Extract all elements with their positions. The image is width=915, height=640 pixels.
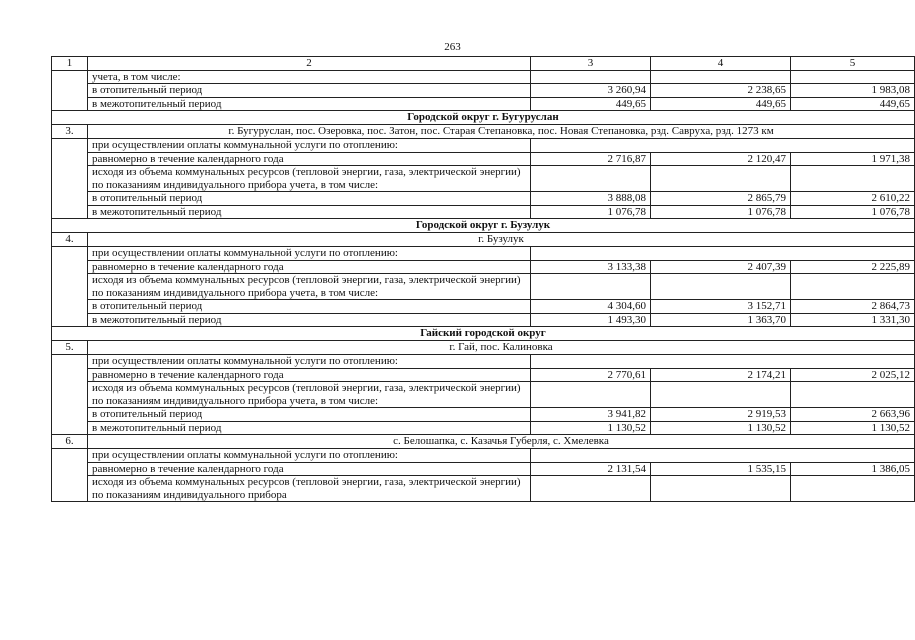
row-label: при осуществлении оплаты коммунальной услуги по отоплению:: [88, 247, 531, 261]
column-number: 3: [531, 57, 651, 71]
value-cell: 449,65: [791, 97, 915, 111]
row-label: исходя из объема коммунальных ресурсов (тепловой энергии, газа, электрической энергии) по показаниям индивидуального прибора учета, в том числе:: [88, 382, 531, 408]
value-cell: 1 363,70: [651, 313, 791, 327]
column-number: 4: [651, 57, 791, 71]
row-label-tail: [531, 139, 915, 153]
index-cell-blank: [52, 449, 88, 502]
section-heading-row: [52, 219, 915, 233]
row-label: в межотопительный период: [88, 421, 531, 435]
table-row: [52, 300, 915, 314]
value-cell: [651, 476, 791, 502]
table-row: [52, 247, 915, 261]
value-cell: [531, 70, 651, 84]
row-label-tail: [531, 449, 915, 463]
value-cell: 1 983,08: [791, 84, 915, 98]
value-cell: 1 386,05: [791, 462, 915, 476]
row-label-tail: [531, 355, 915, 369]
value-cell: 2 865,79: [651, 192, 791, 206]
value-cell: 1 076,78: [791, 205, 915, 219]
table-row: [52, 166, 915, 192]
table-row: [52, 313, 915, 327]
value-cell: 1 130,52: [531, 421, 651, 435]
row-label: исходя из объема коммунальных ресурсов (тепловой энергии, газа, электрической энергии) по показаниям индивидуального прибора: [88, 476, 531, 502]
column-number: 1: [52, 57, 88, 71]
value-cell: 2 663,96: [791, 408, 915, 422]
value-cell: 1 130,52: [791, 421, 915, 435]
entry-index: 3.: [52, 125, 88, 139]
row-label: равномерно в течение календарного года: [88, 368, 531, 382]
table-row: [52, 382, 915, 408]
entry-location: г. Бугуруслан, пос. Озеровка, пос. Затон, пос. Старая Степановка, пос. Новая Степановка, рзд. Савруха, рзд. 1273 км: [88, 125, 915, 139]
table-row: [52, 205, 915, 219]
value-cell: 1 493,30: [531, 313, 651, 327]
value-cell: [651, 70, 791, 84]
entry-location: с. Белошапка, с. Казачья Губерля, с. Хмелевка: [88, 435, 915, 449]
value-cell: [791, 166, 915, 192]
value-cell: [531, 274, 651, 300]
table-row: [52, 260, 915, 274]
section-heading-row: [52, 327, 915, 341]
value-cell: 3 260,94: [531, 84, 651, 98]
value-cell: 1 535,15: [651, 462, 791, 476]
value-cell: [791, 476, 915, 502]
section-heading: Городской округ г. Бугуруслан: [52, 111, 915, 125]
entry-index: 5.: [52, 341, 88, 355]
entry-location-row: [52, 435, 915, 449]
entry-location: г. Гай, пос. Калиновка: [88, 341, 915, 355]
row-label: равномерно в течение календарного года: [88, 462, 531, 476]
row-label: при осуществлении оплаты коммунальной услуги по отоплению:: [88, 355, 531, 369]
row-label: учета, в том числе:: [88, 70, 531, 84]
index-cell-blank: [52, 247, 88, 327]
value-cell: 2 770,61: [531, 368, 651, 382]
value-cell: [791, 274, 915, 300]
value-cell: 2 864,73: [791, 300, 915, 314]
section-heading-row: [52, 111, 915, 125]
column-number-row: [52, 57, 915, 71]
row-label: исходя из объема коммунальных ресурсов (тепловой энергии, газа, электрической энергии) по показаниям индивидуального прибора учета, в том числе:: [88, 274, 531, 300]
value-cell: 2 174,21: [651, 368, 791, 382]
table-row: [52, 476, 915, 502]
table-row: [52, 84, 915, 98]
value-cell: [791, 382, 915, 408]
row-label: равномерно в течение календарного года: [88, 260, 531, 274]
table-row: [52, 408, 915, 422]
entry-location-row: [52, 341, 915, 355]
value-cell: [651, 382, 791, 408]
row-label: равномерно в течение календарного года: [88, 152, 531, 166]
index-cell-blank: [52, 139, 88, 219]
table-row: [52, 152, 915, 166]
value-cell: 449,65: [531, 97, 651, 111]
value-cell: 1 971,38: [791, 152, 915, 166]
row-label: исходя из объема коммунальных ресурсов (тепловой энергии, газа, электрической энергии) по показаниям индивидуального прибора учета, в том числе:: [88, 166, 531, 192]
entry-location-row: [52, 233, 915, 247]
value-cell: [651, 166, 791, 192]
tariff-table: [51, 56, 915, 502]
value-cell: [531, 382, 651, 408]
entry-location-row: [52, 125, 915, 139]
row-label-tail: [531, 247, 915, 261]
section-heading: Городской округ г. Бузулук: [52, 219, 915, 233]
row-label: при осуществлении оплаты коммунальной услуги по отоплению:: [88, 139, 531, 153]
table-row: [52, 70, 915, 84]
value-cell: 1 331,30: [791, 313, 915, 327]
table-row: [52, 368, 915, 382]
row-label: в межотопительный период: [88, 97, 531, 111]
value-cell: 1 076,78: [531, 205, 651, 219]
table-row: [52, 355, 915, 369]
row-label: в отопительный период: [88, 84, 531, 98]
value-cell: 2 716,87: [531, 152, 651, 166]
row-label: в отопительный период: [88, 192, 531, 206]
entry-index: 6.: [52, 435, 88, 449]
index-cell-blank: [52, 70, 88, 111]
row-label: в отопительный период: [88, 408, 531, 422]
value-cell: 2 225,89: [791, 260, 915, 274]
value-cell: 2 238,65: [651, 84, 791, 98]
value-cell: [531, 476, 651, 502]
value-cell: [651, 274, 791, 300]
value-cell: 2 610,22: [791, 192, 915, 206]
index-cell-blank: [52, 355, 88, 435]
value-cell: [531, 166, 651, 192]
entry-index: 4.: [52, 233, 88, 247]
value-cell: 1 076,78: [651, 205, 791, 219]
column-number: 5: [791, 57, 915, 71]
value-cell: 3 888,08: [531, 192, 651, 206]
row-label: при осуществлении оплаты коммунальной услуги по отоплению:: [88, 449, 531, 463]
value-cell: 3 133,38: [531, 260, 651, 274]
table-row: [52, 139, 915, 153]
table-row: [52, 449, 915, 463]
value-cell: [791, 70, 915, 84]
entry-location: г. Бузулук: [88, 233, 915, 247]
value-cell: 3 941,82: [531, 408, 651, 422]
value-cell: 2 919,53: [651, 408, 791, 422]
row-label: в межотопительный период: [88, 313, 531, 327]
table-row: [52, 192, 915, 206]
value-cell: 2 120,47: [651, 152, 791, 166]
table-row: [52, 462, 915, 476]
value-cell: 3 152,71: [651, 300, 791, 314]
row-label: в отопительный период: [88, 300, 531, 314]
value-cell: 2 131,54: [531, 462, 651, 476]
column-number: 2: [88, 57, 531, 71]
section-heading: Гайский городской округ: [52, 327, 915, 341]
value-cell: 2 407,39: [651, 260, 791, 274]
table-body: [52, 57, 915, 502]
page-number: 263: [444, 41, 461, 53]
value-cell: 1 130,52: [651, 421, 791, 435]
value-cell: 449,65: [651, 97, 791, 111]
value-cell: 4 304,60: [531, 300, 651, 314]
row-label: в межотопительный период: [88, 205, 531, 219]
value-cell: 2 025,12: [791, 368, 915, 382]
table-row: [52, 97, 915, 111]
table-row: [52, 274, 915, 300]
table-row: [52, 421, 915, 435]
